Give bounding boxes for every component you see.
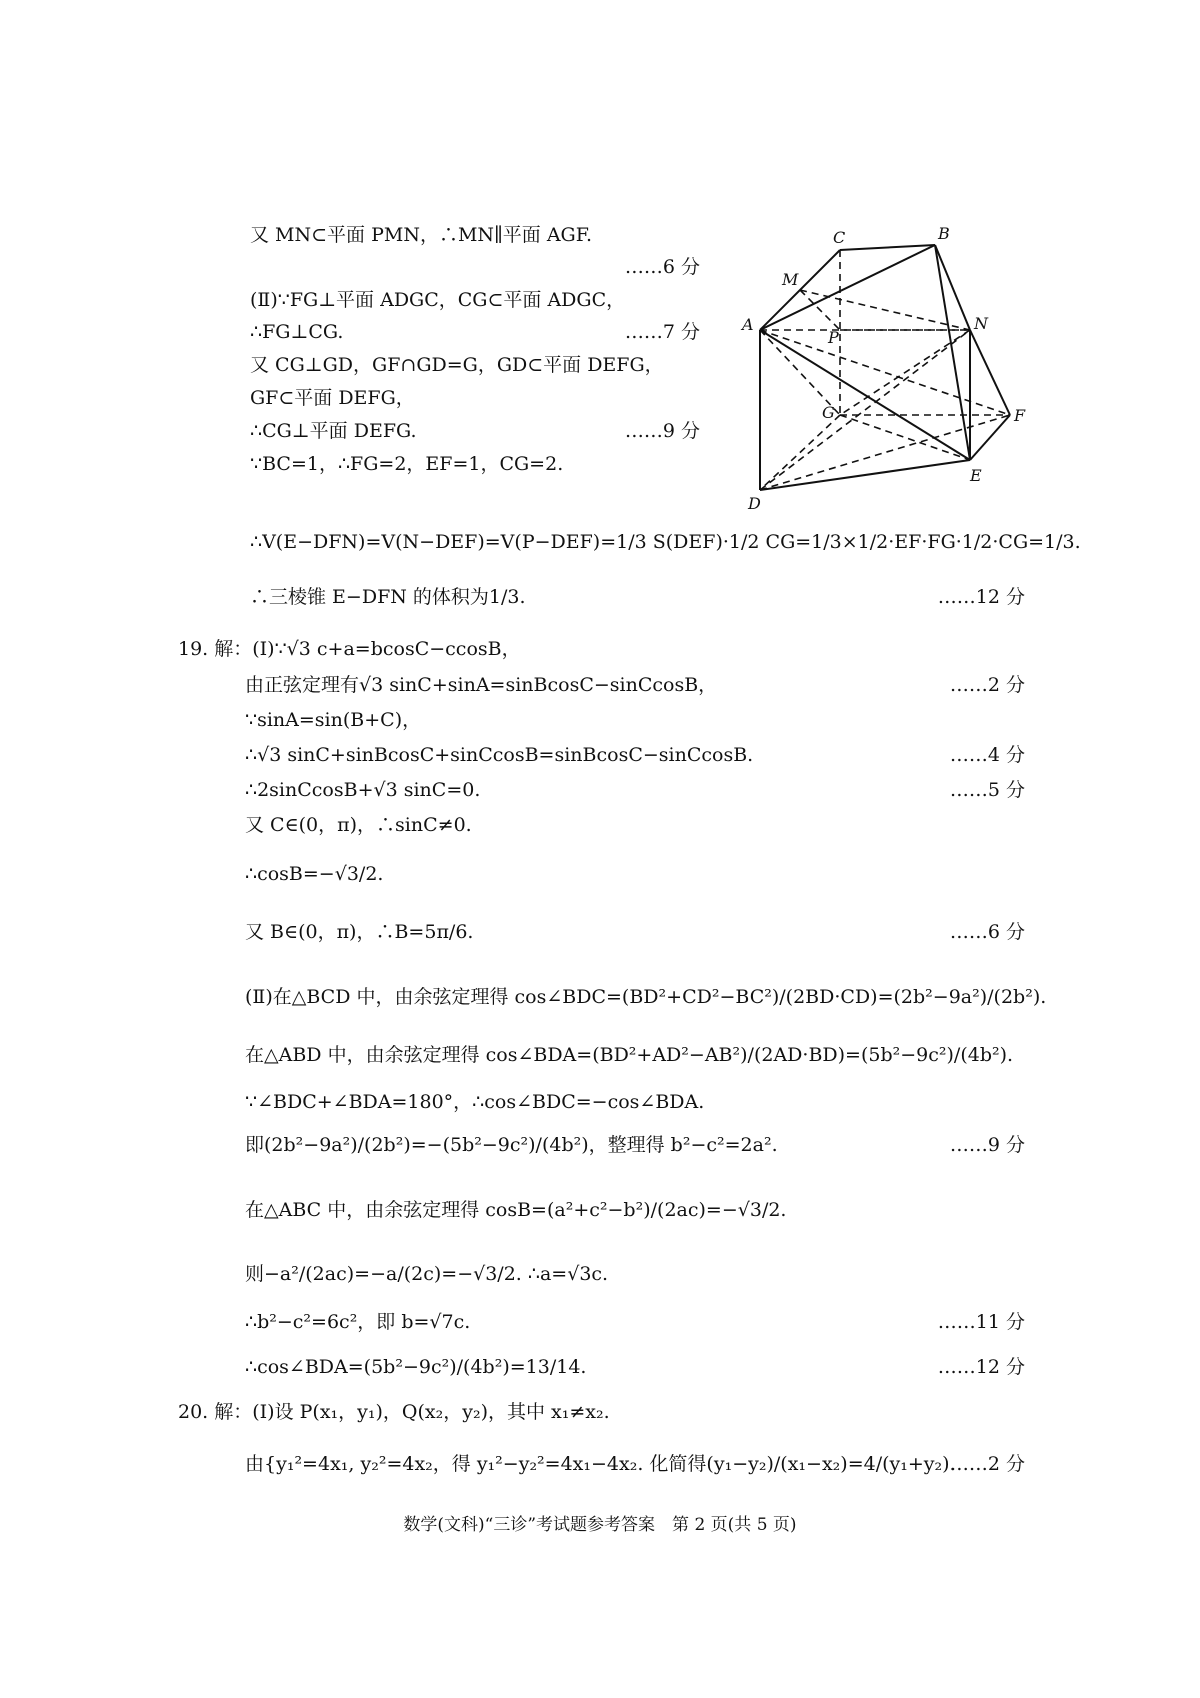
p19-score4: ……4 分 <box>949 744 1025 766</box>
p19-line14: ∴b²−c²=6c²，即 b=√7c. <box>245 1311 471 1333</box>
p18-score12: ……12 分 <box>937 586 1025 608</box>
p19-line6: ∴cosB=−√3/2. <box>245 863 384 885</box>
label-C: C <box>833 228 846 247</box>
polyhedron-figure <box>730 225 1030 510</box>
page-footer: 数学(文科)“三诊”考试题参考答案 第 2 页(共 5 页) <box>403 1515 797 1535</box>
p19-line12: 在△ABC 中，由余弦定理得 cosB=(a²+c²−b²)/(2ac)=−√3/2. <box>245 1199 787 1221</box>
p18-score7: ……7 分 <box>624 321 700 343</box>
label-D: D <box>748 494 761 510</box>
p18-score9: ……9 分 <box>624 420 700 442</box>
p19-score5: ……5 分 <box>949 779 1025 801</box>
p18-line9: ∴三棱锥 E−DFN 的体积为1/3. <box>250 586 526 608</box>
label-E: E <box>970 466 982 485</box>
p19-line9: 在△ABD 中，由余弦定理得 cos∠BDA=(BD²+AD²−AB²)/(2AD·BD)=(5b²−9c²)/(4b²). <box>245 1044 1014 1066</box>
label-P: P <box>828 328 839 347</box>
p20-head: 20. 解：(Ⅰ)设 P(x₁，y₁)，Q(x₂，y₂)，其中 x₁≠x₂. <box>178 1401 610 1423</box>
p19-line7: 又 B∈(0，π)，∴B=5π/6. <box>245 921 474 943</box>
label-B: B <box>938 225 950 243</box>
p19-line10: ∵∠BDC+∠BDA=180°，∴cos∠BDC=−cos∠BDA. <box>245 1091 705 1113</box>
label-M: M <box>782 270 799 289</box>
p18-line3: ∴FG⊥CG. <box>250 321 344 343</box>
p19-line3: ∴√3 sinC+sinBcosC+sinCcosB=sinBcosC−sinCcosB. <box>245 744 754 766</box>
p19-line1: 由正弦定理有√3 sinC+sinA=sinBcosC−sinCcosB， <box>245 674 718 696</box>
p19-line5: 又 C∈(0，π)，∴sinC≠0. <box>245 814 472 836</box>
label-N: N <box>974 314 988 333</box>
p19-score6: ……6 分 <box>949 921 1025 943</box>
p19-score12: ……12 分 <box>937 1356 1025 1378</box>
p18-line6: ∴CG⊥平面 DEFG. <box>250 420 417 442</box>
p20-line1: 由{y₁²=4x₁, y₂²=4x₂，得 y₁²−y₂²=4x₁−4x₂. 化简得(y₁−y₂)/(x₁−x₂)=4/(y₁+y₂). <box>245 1453 956 1475</box>
p19-line15: ∴cos∠BDA=(5b²−9c²)/(4b²)=13/14. <box>245 1356 587 1378</box>
p19-line11: 即(2b²−9a²)/(2b²)=−(5b²−9c²)/(4b²)，整理得 b²−c²=2a². <box>245 1134 778 1156</box>
p19-score9: ……9 分 <box>949 1134 1025 1156</box>
p19-line4: ∴2sinCcosB+√3 sinC=0. <box>245 779 481 801</box>
label-F: F <box>1014 406 1026 425</box>
label-G: G <box>822 403 835 422</box>
p19-line2: ∵sinA=sin(B+C)， <box>245 709 422 731</box>
p19-head: 19. 解：(Ⅰ)∵√3 c+a=bcosC−ccosB， <box>178 638 521 660</box>
p19-score11: ……11 分 <box>937 1311 1025 1333</box>
p18-line8: ∴V(E−DFN)=V(N−DEF)=V(P−DEF)=1/3 S(DEF)·1/2 CG=1/3×1/2·EF·FG·1/2·CG=1/3. <box>250 531 1081 553</box>
p20-score2: ……2 分 <box>949 1453 1025 1475</box>
p19-line13: 则−a²/(2ac)=−a/(2c)=−√3/2. ∴a=√3c. <box>245 1263 609 1285</box>
p18-line1: 又 MN⊂平面 PMN，∴MN∥平面 AGF. <box>250 224 593 246</box>
label-A: A <box>742 315 754 334</box>
p18-line7: ∵BC=1，∴FG=2，EF=1，CG=2. <box>250 453 564 475</box>
p18-line4: 又 CG⊥GD，GF∩GD=G，GD⊂平面 DEFG， <box>250 354 664 376</box>
p18-score6: ……6 分 <box>624 256 700 278</box>
p18-line5: GF⊂平面 DEFG， <box>250 387 415 409</box>
p19-line8: (Ⅱ)在△BCD 中，由余弦定理得 cos∠BDC=(BD²+CD²−BC²)/(2BD·CD)=(2b²−9a²)/(2b²). <box>245 986 1047 1008</box>
p18-line2: (Ⅱ)∵FG⊥平面 ADGC，CG⊂平面 ADGC， <box>250 289 626 311</box>
p19-score2: ……2 分 <box>949 674 1025 696</box>
